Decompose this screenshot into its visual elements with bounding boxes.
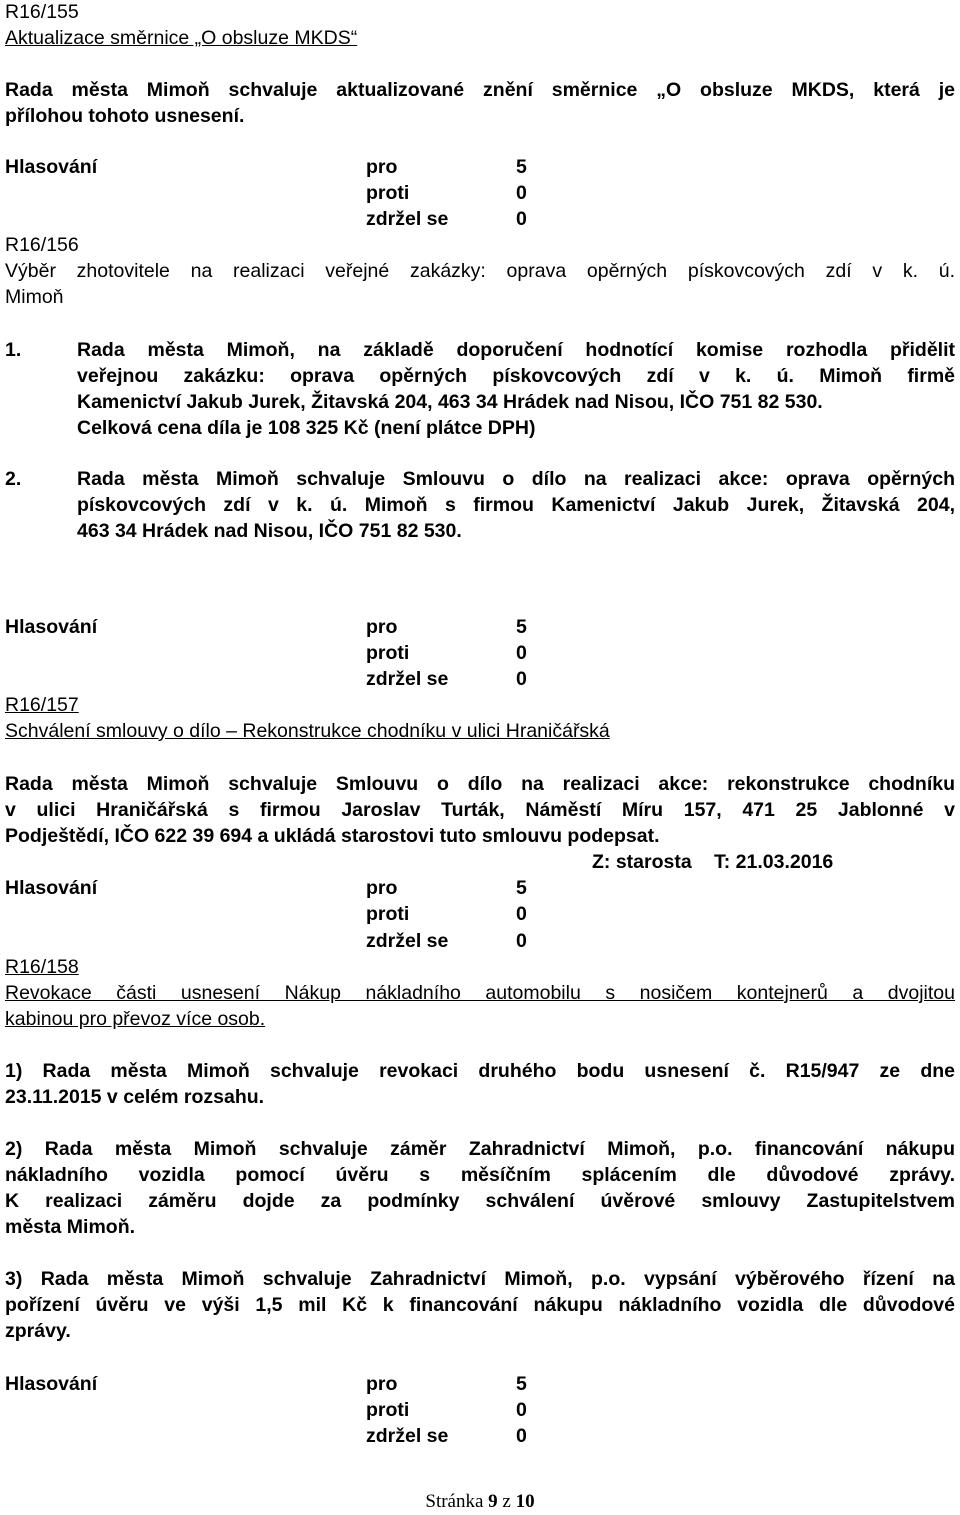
vote-pro-value: 5 <box>516 1373 527 1395</box>
paragraph-line: 3) Rada města Mimoň schvaluje Zahradnictví Mimoň, p.o. vypsání výběrového řízení na <box>5 1268 955 1290</box>
item-text-line: pískovcových zdí v k. ú. Mimoň s firmou Kamenictví Jakub Jurek, Žitavská 204, <box>77 494 955 516</box>
resolution-title: Aktualizace směrnice „O obsluze MKDS“ <box>5 27 358 49</box>
resolution-id: R16/157 <box>5 694 79 716</box>
vote-proti-value: 0 <box>516 182 527 204</box>
resolution-title: Revokace části usnesení Nákup nákladního automobilu s nosičem kontejnerů a dvojitou <box>5 982 955 1004</box>
resolution-id: R16/156 <box>5 234 79 256</box>
item-text-line: Kamenictví Jakub Jurek, Žitavská 204, 463 34 Hrádek nad Nisou, IČO 751 82 530. <box>77 391 823 413</box>
resolution-text-line: Rada města Mimoň schvaluje aktualizované znění směrnice „O obsluze MKDS, která je <box>5 79 955 101</box>
item-text-line: Rada města Mimoň schvaluje Smlouvu o dílo na realizaci akce: oprava opěrných <box>77 468 955 490</box>
vote-pro-label: pro <box>366 156 398 178</box>
resolution-title: Mimoň <box>5 286 64 308</box>
vote-proti-value: 0 <box>516 903 527 925</box>
vote-proti-label: proti <box>366 642 410 664</box>
item-number: 2. <box>5 468 22 490</box>
vote-zdrzel-value: 0 <box>516 208 527 230</box>
paragraph-line: města Mimoň. <box>5 1216 136 1238</box>
vote-proti-label: proti <box>366 903 410 925</box>
item-text-line: 463 34 Hrádek nad Nisou, IČO 751 82 530. <box>77 520 462 542</box>
resolution-id: R16/155 <box>5 1 79 23</box>
resolution-text-line: v ulici Hraničářská s firmou Jaroslav Turták, Náměstí Míru 157, 471 25 Jablonné v <box>5 799 955 821</box>
paragraph-line: K realizaci záměru dojde za podmínky schválení úvěrové smlouvy Zastupitelstvem <box>5 1190 955 1212</box>
resolution-title: Výběr zhotovitele na realizaci veřejné zakázky: oprava opěrných pískovcových zdí v k. ú. <box>5 260 955 282</box>
item-text-line: Celková cena díla je 108 325 Kč (není plátce DPH) <box>77 417 536 439</box>
vote-pro-label: pro <box>366 877 398 899</box>
vote-zdrzel-label: zdržel se <box>366 668 449 690</box>
resolution-id: R16/158 <box>5 956 79 978</box>
resolution-title: kabinou pro převoz více osob. <box>5 1008 266 1030</box>
vote-label: Hlasování <box>5 1373 98 1395</box>
deadline: T: 21.03.2016 <box>714 851 834 873</box>
vote-label: Hlasování <box>5 877 98 899</box>
vote-zdrzel-label: zdržel se <box>366 930 449 952</box>
paragraph-line: pořízení úvěru ve výši 1,5 mil Kč k financování nákupu nákladního vozidla dle důvodové <box>5 1294 955 1316</box>
vote-proti-label: proti <box>366 1399 410 1421</box>
vote-zdrzel-label: zdržel se <box>366 1425 449 1447</box>
vote-pro-value: 5 <box>516 616 527 638</box>
vote-pro-label: pro <box>366 616 398 638</box>
resolution-text-line: přílohou tohoto usnesení. <box>5 105 245 127</box>
vote-zdrzel-value: 0 <box>516 1425 527 1447</box>
vote-pro-value: 5 <box>516 877 527 899</box>
resolution-text-line: Podještědí, IČO 622 39 694 a ukládá starostovi tuto smlouvu podepsat. <box>5 825 660 847</box>
item-text-line: Rada města Mimoň, na základě doporučení hodnotící komise rozhodla přidělit <box>77 339 955 361</box>
vote-zdrzel-value: 0 <box>516 668 527 690</box>
paragraph-line: zprávy. <box>5 1320 71 1342</box>
paragraph-line: 1) Rada města Mimoň schvaluje revokaci druhého bodu usnesení č. R15/947 ze dne <box>5 1060 955 1082</box>
vote-proti-label: proti <box>366 182 410 204</box>
paragraph-line: 23.11.2015 v celém rozsahu. <box>5 1086 265 1108</box>
resolution-title: Schválení smlouvy o dílo – Rekonstrukce chodníku v ulici Hraničářská <box>5 720 610 742</box>
responsible-person: Z: starosta <box>592 851 692 873</box>
vote-zdrzel-label: zdržel se <box>366 208 449 230</box>
resolution-text-line: Rada města Mimoň schvaluje Smlouvu o dílo na realizaci akce: rekonstrukce chodníku <box>5 773 955 795</box>
item-number: 1. <box>5 339 22 361</box>
page-footer <box>0 1490 960 1514</box>
vote-pro-value: 5 <box>516 156 527 178</box>
vote-zdrzel-value: 0 <box>516 930 527 952</box>
vote-pro-label: pro <box>366 1373 398 1395</box>
footer-middle: z <box>497 1491 516 1512</box>
vote-proti-value: 0 <box>516 642 527 664</box>
item-text-line: veřejnou zakázku: oprava opěrných pískovcových zdí v k. ú. Mimoň firmě <box>77 365 955 387</box>
current-page-number: 9 <box>488 1491 498 1512</box>
total-page-count: 10 <box>515 1491 535 1512</box>
vote-label: Hlasování <box>5 616 98 638</box>
footer-prefix: Stránka <box>425 1491 489 1512</box>
paragraph-line: nákladního vozidla pomocí úvěru s měsíčním splácením dle důvodové zprávy. <box>5 1164 955 1186</box>
paragraph-line: 2) Rada města Mimoň schvaluje záměr Zahradnictví Mimoň, p.o. financování nákupu <box>5 1138 955 1160</box>
vote-label: Hlasování <box>5 156 98 178</box>
vote-proti-value: 0 <box>516 1399 527 1421</box>
